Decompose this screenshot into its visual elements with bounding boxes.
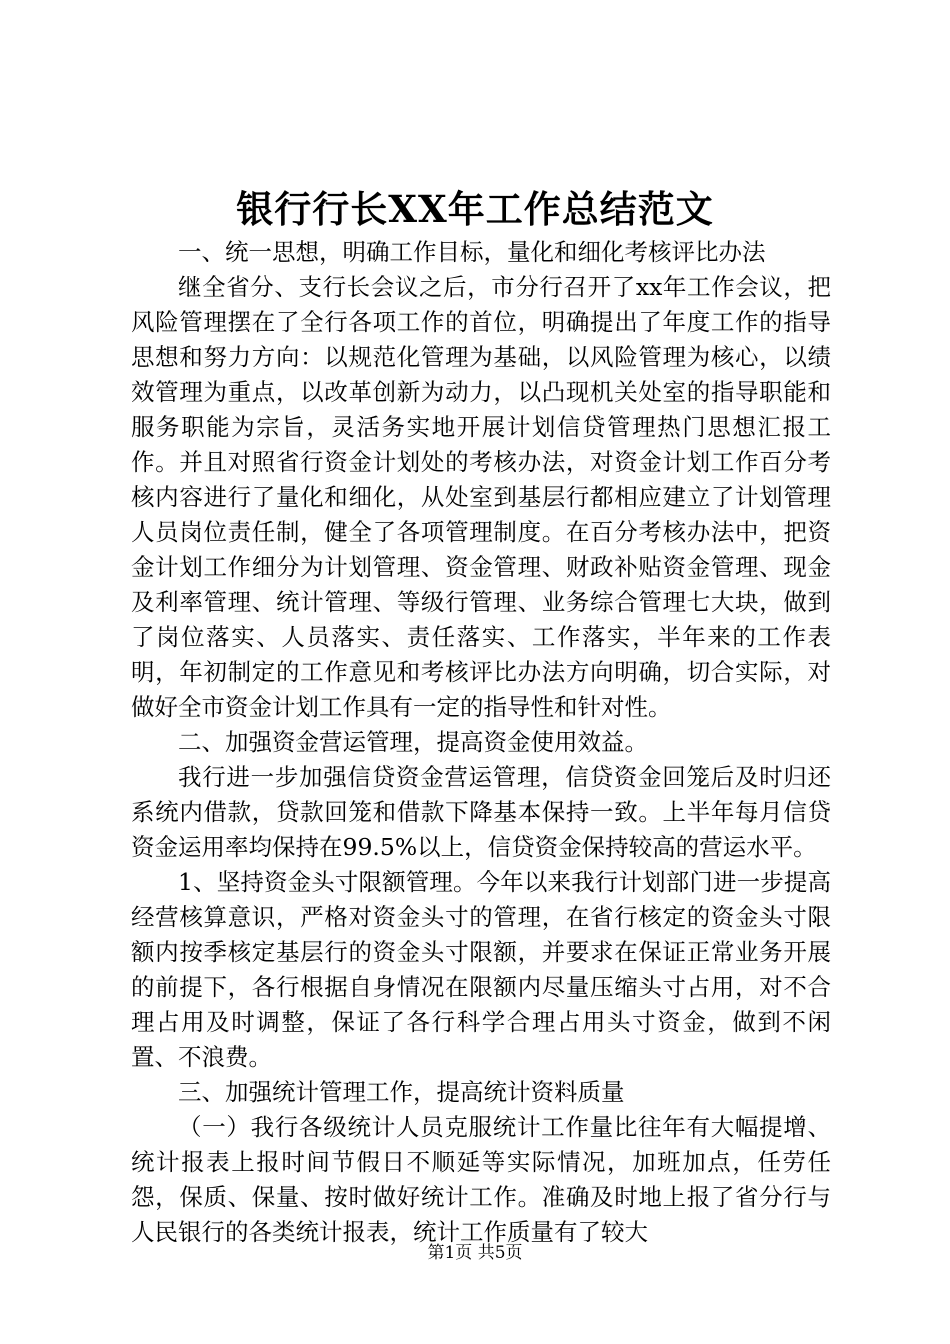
section-heading-2: 二、加强资金营运管理，提高资金使用效益。 — [178, 728, 648, 756]
section-heading-3: 三、加强统计管理工作，提高统计资料质量 — [178, 1078, 625, 1106]
paragraph: 我行进一步加强信贷资金营运管理，信贷资金回笼后及时归还系统内借款，贷款回笼和借款下降基本保持一致。上半年每月信贷资金运用率均保持在99.5%以上，信贷资金保持较高的营运水平。 — [131, 763, 831, 861]
paragraph: 1、坚持资金头寸限额管理。今年以来我行计划部门进一步提高经营核算意识，严格对资金头寸的管理，在省行核定的资金头寸限额内按季核定基层行的资金头寸限额，并要求在保证正常业务开展的前提下，各行根据自身情况在限额内尽量压缩头寸占用，对不合理占用及时调整，保证了各行科学合理占用头寸资金，做到不闲置、不浪费。 — [131, 868, 831, 1071]
section-heading-1: 一、统一思想，明确工作目标，量化和细化考核评比办法 — [178, 238, 766, 266]
page-footer: 第1页 共5页 — [427, 1243, 523, 1263]
document-body — [131, 235, 831, 1250]
paragraph: 继全省分、支行长会议之后，市分行召开了xx年工作会议，把风险管理摆在了全行各项工作的首位，明确提出了年度工作的指导思想和努力方向：以规范化管理为基础，以风险管理为核心，以绩效管理为重点，以改革创新为动力，以凸现机关处室的指导职能和服务职能为宗旨，灵活务实地开展计划信贷管理热门思想汇报工作。并且对照省行资金计划处的考核办法，对资金计划工作百分考核内容进行了量化和细化，从处室到基层行都相应建立了计划管理人员岗位责任制，健全了各项管理制度。在百分考核办法中，把资金计划工作细分为计划管理、资金管理、财政补贴资金管理、现金及利率管理、统计管理、等级行管理、业务综合管理七大块，做到了岗位落实、人员落实、责任落实、工作落实，半年来的工作表明，年初制定的工作意见和考核评比办法方向明确，切合实际，对做好全市资金计划工作具有一定的指导性和针对性。 — [131, 273, 831, 721]
paragraph: （一）我行各级统计人员克服统计工作量比往年有大幅提增、统计报表上报时间节假日不顺延等实际情况，加班加点，任劳任怨，保质、保量、按时做好统计工作。准确及时地上报了省分行与人民银行的各类统计报表，统计工作质量有了较大 — [131, 1113, 831, 1246]
document-title: 银行行长XX年工作总结范文 — [236, 187, 714, 231]
